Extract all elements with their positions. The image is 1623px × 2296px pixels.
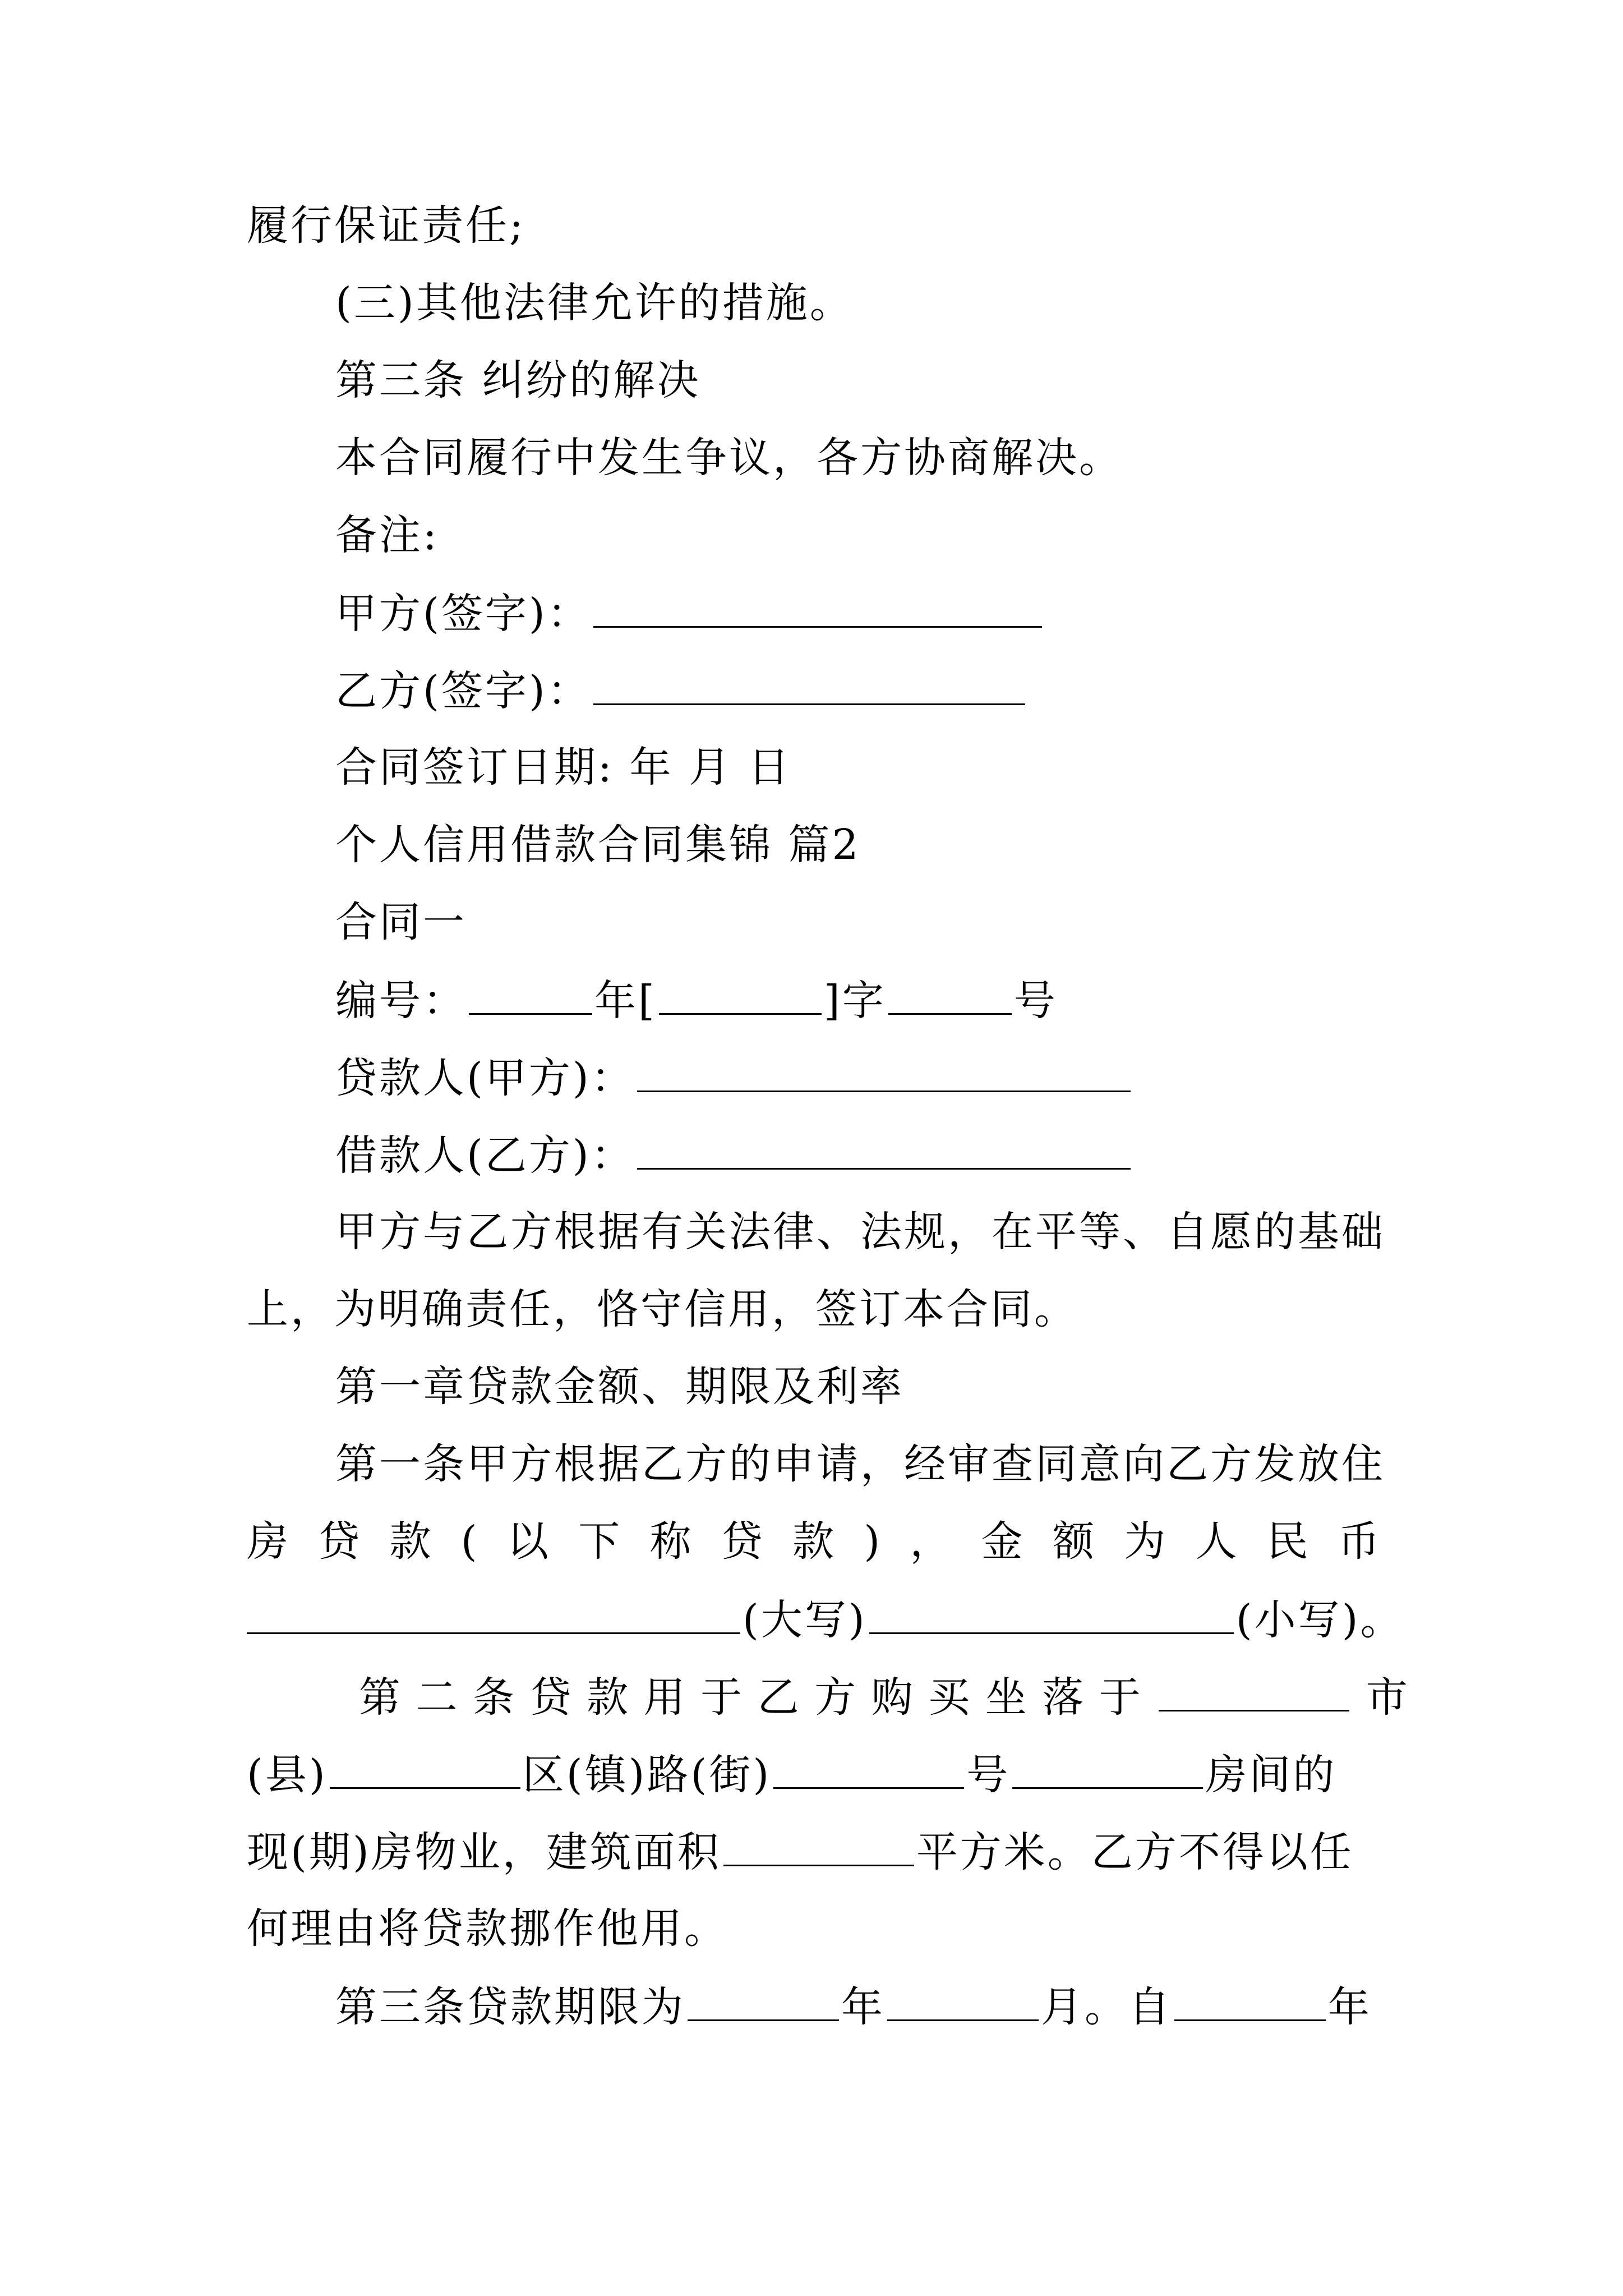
text-fragment: 号 — [1013, 977, 1058, 1025]
amount-line — [247, 1591, 1404, 1648]
text-line: (三)其他法律允许的措施。 — [335, 279, 854, 327]
text-fragment: 房间的 — [1205, 1751, 1337, 1799]
text-line: 第一条甲方根据乙方的申请，经审查同意向乙方发放住 — [335, 1440, 1385, 1488]
text-fragment: 号 — [966, 1751, 1011, 1799]
fill-blank[interactable] — [773, 1746, 964, 1789]
text-fragment: (小写)。 — [1235, 1596, 1404, 1644]
signature-blank[interactable] — [593, 662, 1025, 705]
text-fragment: 年[ — [594, 977, 657, 1025]
number-label: 编号： — [335, 977, 467, 1025]
address-line — [247, 1746, 1336, 1803]
char: 民 — [1266, 1517, 1308, 1566]
fill-blank[interactable] — [723, 1823, 914, 1866]
section-title: 个人信用借款合同集锦 篇2 — [335, 821, 861, 869]
char: 为 — [1124, 1517, 1166, 1566]
text-fragment: (县) — [247, 1751, 328, 1799]
fill-blank[interactable] — [888, 972, 1012, 1015]
text-fragment: 第三条贷款期限为 — [335, 1983, 685, 2031]
text-fragment: 市 — [1366, 1673, 1409, 1722]
fill-blank[interactable] — [247, 1591, 740, 1634]
text-line: 本合同履行中发生争议，各方协商解决。 — [335, 434, 1123, 482]
char: 房 — [247, 1517, 288, 1566]
fill-blank[interactable] — [637, 1049, 1131, 1092]
signature-blank[interactable] — [593, 585, 1042, 628]
text-line: 履行保证责任; — [247, 201, 525, 250]
area-line — [247, 1823, 1354, 1880]
char: ， — [910, 1517, 952, 1566]
text-fragment: 平方米。乙方不得以任 — [916, 1828, 1354, 1876]
text-fragment: 区(镇)路(街) — [522, 1751, 772, 1799]
text-fragment: 年 — [1328, 1983, 1372, 2031]
lender-label: 贷款人(甲方)： — [335, 1054, 635, 1102]
term-line — [335, 1978, 1372, 2035]
char: 额 — [1052, 1517, 1094, 1566]
fill-blank[interactable] — [1012, 1746, 1203, 1789]
char: 币 — [1338, 1517, 1380, 1566]
fill-blank[interactable] — [469, 972, 592, 1015]
char: 款 — [792, 1517, 834, 1566]
signing-date-line: 合同签订日期: 年 月 日 — [335, 743, 792, 792]
text-fragment: (大写) — [743, 1596, 867, 1644]
fill-blank[interactable] — [869, 1591, 1234, 1634]
borrower-line — [335, 1126, 1133, 1184]
contract-subtitle: 合同一 — [335, 898, 467, 946]
char: 下 — [578, 1517, 620, 1566]
party-a-signature-label: 甲方(签字)： — [335, 590, 591, 638]
text-fragment: 第 二 条 贷 款 用 于 乙 方 购 买 坐 落 于 — [359, 1673, 1142, 1722]
text-line: 何理由将贷款挪作他用。 — [247, 1904, 728, 1953]
fill-blank[interactable] — [688, 1978, 839, 2021]
fill-blank[interactable] — [659, 972, 822, 1015]
text-fragment: 现(期)房物业，建筑面积 — [247, 1828, 721, 1876]
char: 金 — [981, 1517, 1023, 1566]
char: 人 — [1195, 1517, 1237, 1566]
contract-number-line — [335, 972, 1058, 1029]
text-fragment: 月。自 — [1041, 1983, 1172, 2031]
section-heading: 第三条 纠纷的解决 — [335, 356, 701, 404]
justified-text-line — [247, 1513, 1380, 1570]
party-b-signature-label: 乙方(签字)： — [335, 667, 591, 715]
chapter-heading: 第一章贷款金额、期限及利率 — [335, 1363, 904, 1411]
lender-line — [335, 1049, 1133, 1106]
char: ( — [460, 1517, 477, 1566]
text-line: 备注: — [335, 511, 439, 559]
char: ) — [864, 1517, 880, 1566]
fill-blank[interactable] — [637, 1126, 1131, 1170]
party-b-signature-line — [335, 662, 1027, 719]
text-fragment: 年 — [841, 1983, 885, 2031]
fill-blank[interactable] — [1159, 1668, 1349, 1711]
text-fragment: ]字 — [823, 977, 886, 1025]
party-a-signature-line — [335, 585, 1044, 642]
purpose-line — [359, 1668, 1409, 1726]
text-line: 上，为明确责任，恪守信用，签订本合同。 — [247, 1285, 1078, 1333]
char: 贷 — [318, 1517, 360, 1566]
fill-blank[interactable] — [887, 1978, 1039, 2021]
borrower-label: 借款人(乙方)： — [335, 1131, 635, 1180]
fill-blank[interactable] — [330, 1746, 520, 1789]
char: 贷 — [721, 1517, 763, 1566]
char: 以 — [506, 1517, 548, 1566]
text-line: 甲方与乙方根据有关法律、法规，在平等、自愿的基础 — [335, 1208, 1385, 1256]
char: 称 — [649, 1517, 691, 1566]
fill-blank[interactable] — [1174, 1978, 1326, 2021]
char: 款 — [389, 1517, 431, 1566]
